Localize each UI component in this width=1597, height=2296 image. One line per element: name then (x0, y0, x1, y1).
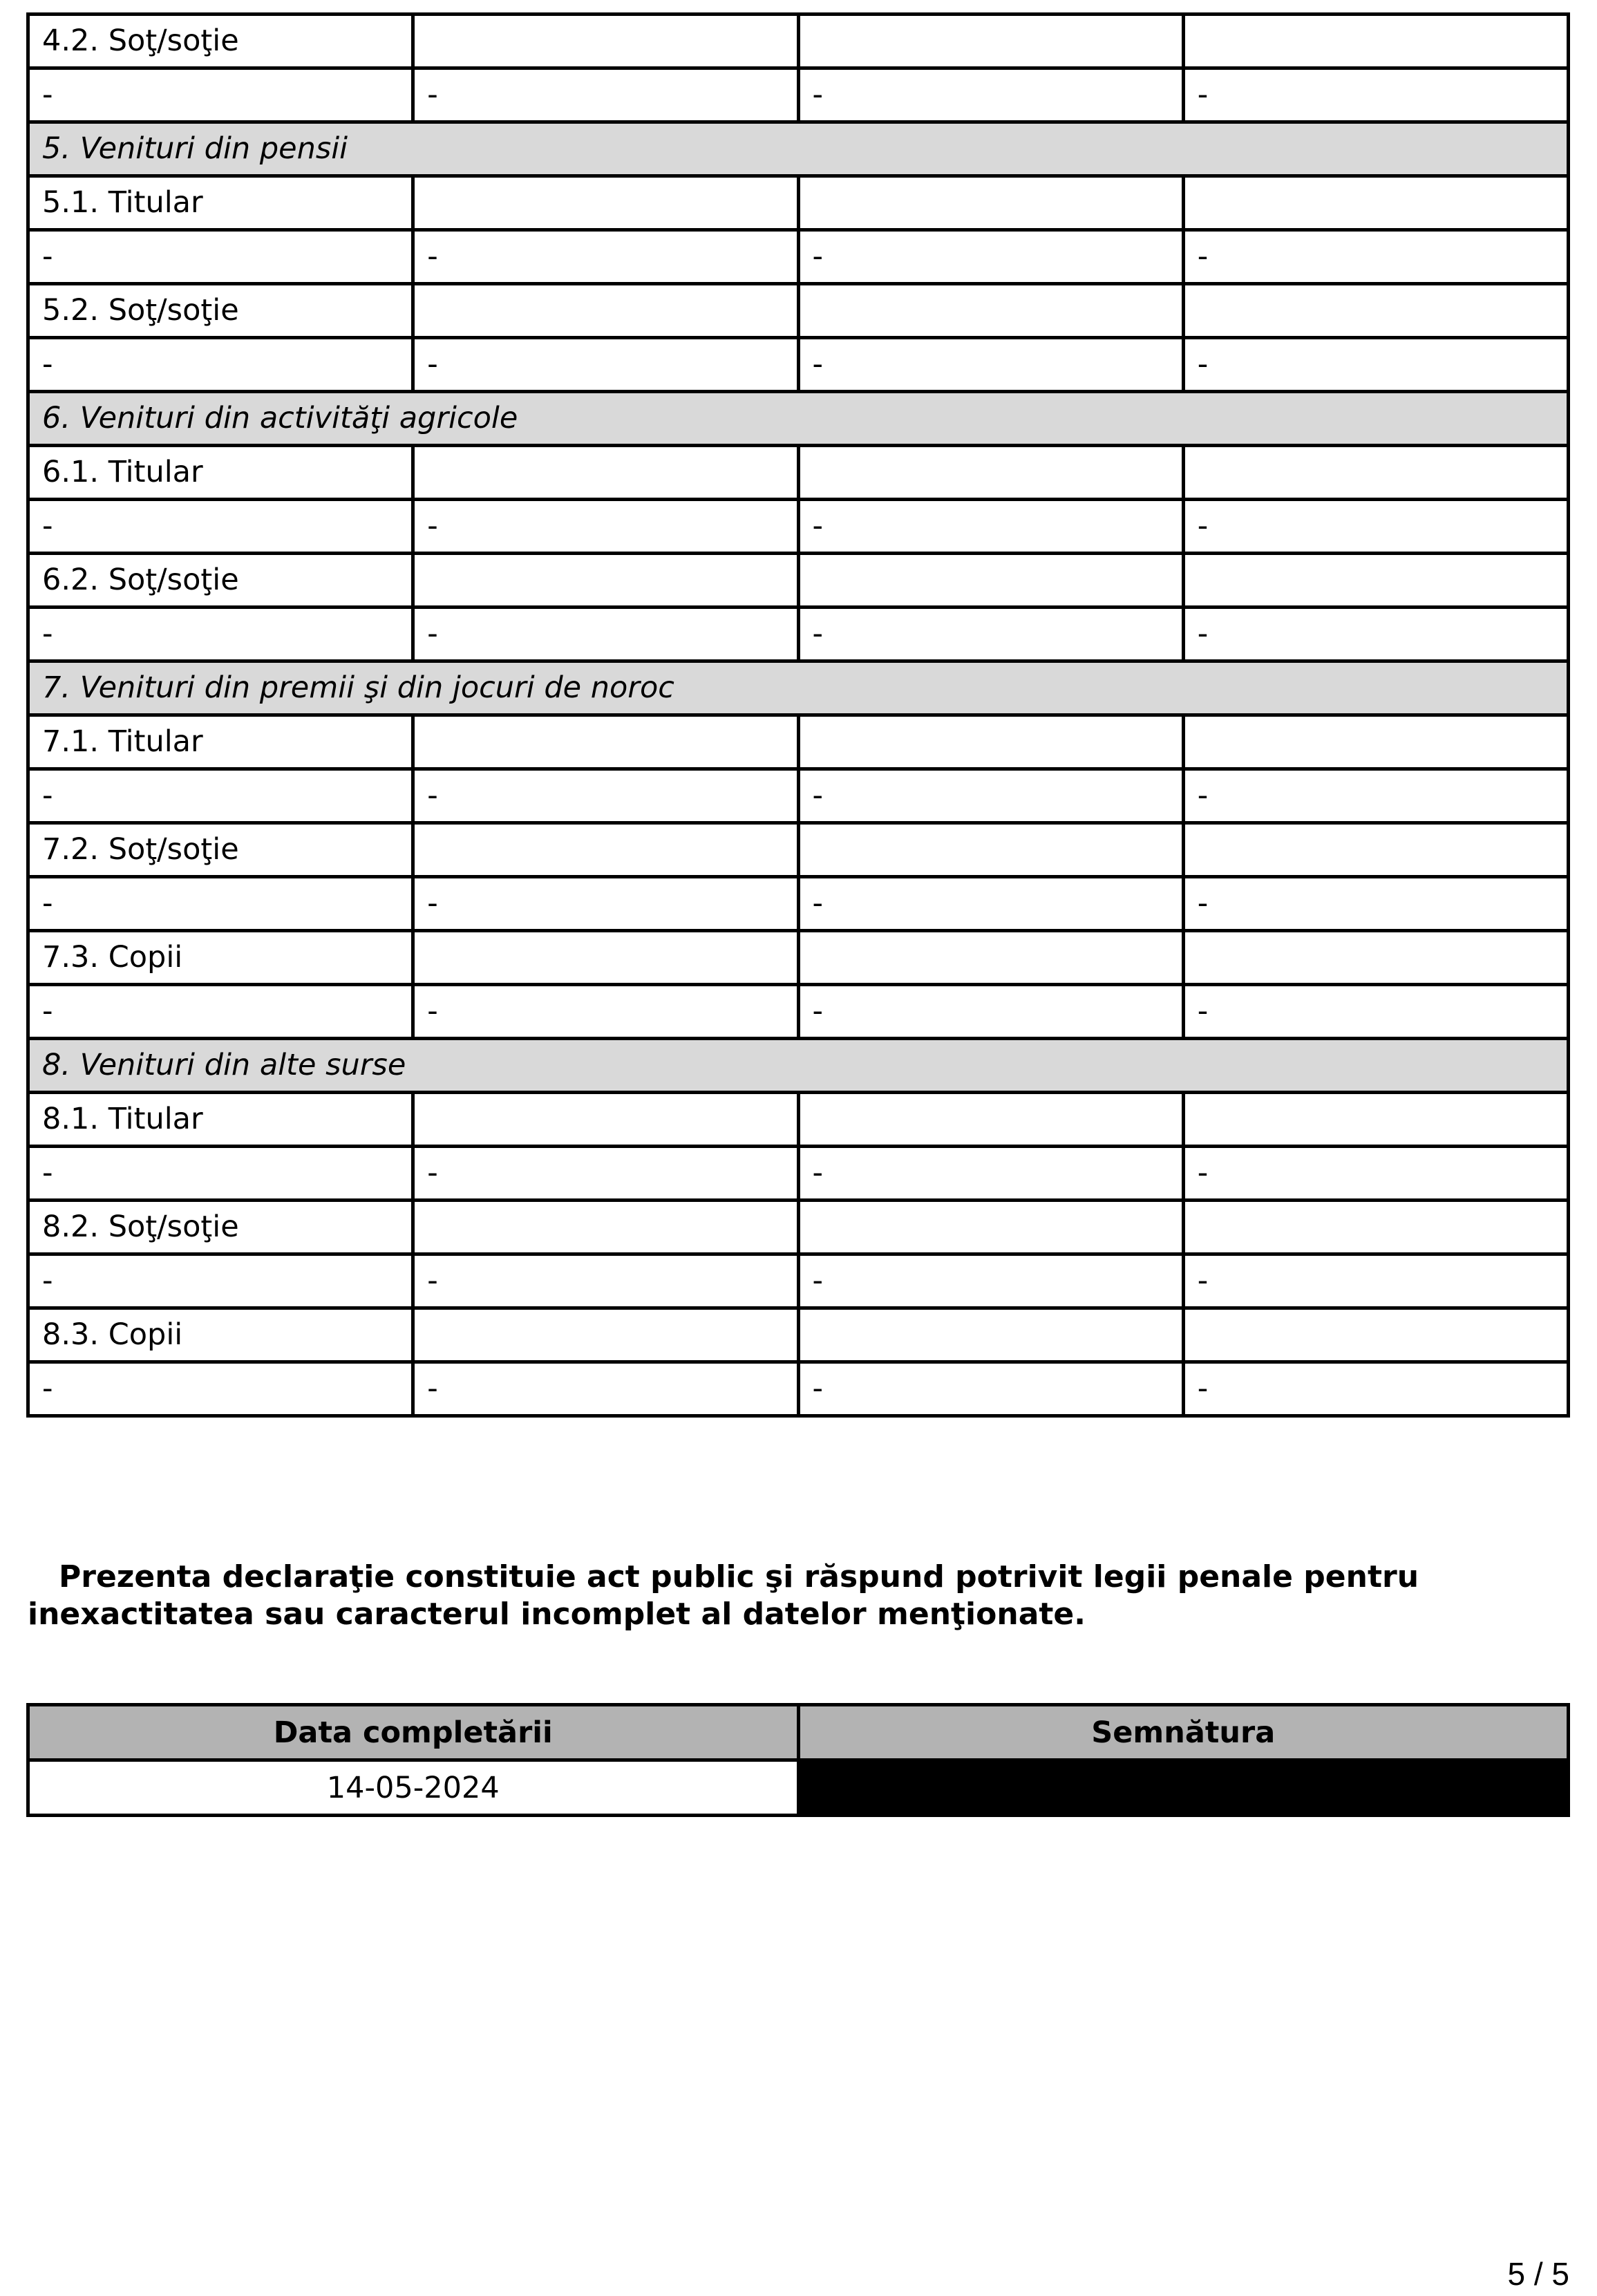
data-cell: - (413, 230, 798, 284)
data-cell: - (1183, 1254, 1568, 1308)
data-cell: - (798, 769, 1183, 823)
empty-cell (1183, 446, 1568, 500)
person-row (28, 823, 1569, 877)
data-row (28, 608, 1569, 661)
data-cell: - (798, 338, 1183, 392)
empty-cell (413, 931, 798, 985)
completion-date: 14-05-2024 (28, 1760, 799, 1816)
signature-header: Semnătura (798, 1705, 1569, 1760)
section-header-row (28, 122, 1569, 176)
empty-cell (1183, 931, 1568, 985)
data-row (28, 1362, 1569, 1416)
empty-cell (1183, 554, 1568, 608)
public-act-statement: Prezenta declaraţie constituie act public şi răspund potrivit legii penale pentru inexactitatea sau caracterul incomplet al datelor menţionate. (28, 1559, 1419, 1632)
person-label: 6.2. Soţ/soţie (28, 554, 413, 608)
data-cell: - (798, 608, 1183, 661)
data-cell: - (1183, 1147, 1568, 1201)
empty-cell (798, 715, 1183, 769)
data-cell: - (28, 500, 413, 554)
data-cell: - (413, 769, 798, 823)
data-row (28, 338, 1569, 392)
empty-cell (413, 554, 798, 608)
data-row (28, 1254, 1569, 1308)
data-cell: - (798, 1254, 1183, 1308)
data-cell: - (1183, 1362, 1568, 1416)
date-header: Data completării (28, 1705, 799, 1760)
data-cell: - (1183, 230, 1568, 284)
empty-cell (798, 284, 1183, 338)
data-cell: - (1183, 500, 1568, 554)
empty-cell (1183, 823, 1568, 877)
signature-table-header (28, 1705, 1569, 1760)
section-title: 5. Venituri din pensii (28, 122, 1569, 176)
empty-cell (798, 931, 1183, 985)
empty-cell (413, 823, 798, 877)
section-title: 7. Venituri din premii şi din jocuri de noroc (28, 661, 1569, 715)
signature-table-row (28, 1760, 1569, 1816)
data-cell: - (28, 985, 413, 1039)
empty-cell (1183, 715, 1568, 769)
data-cell: - (413, 608, 798, 661)
person-row (28, 446, 1569, 500)
data-row (28, 500, 1569, 554)
person-row (28, 1308, 1569, 1362)
empty-cell (413, 1308, 798, 1362)
person-row (28, 931, 1569, 985)
data-cell: - (798, 68, 1183, 122)
data-cell: - (413, 1362, 798, 1416)
data-cell: - (28, 769, 413, 823)
section-header-row (28, 392, 1569, 446)
data-cell: - (28, 608, 413, 661)
person-row (28, 1201, 1569, 1254)
person-row (28, 284, 1569, 338)
signature-table (26, 1703, 1570, 1817)
empty-cell (798, 823, 1183, 877)
person-row (28, 15, 1569, 68)
empty-cell (1183, 1093, 1568, 1147)
empty-cell (798, 1308, 1183, 1362)
data-cell: - (1183, 608, 1568, 661)
data-row (28, 1147, 1569, 1201)
redacted-signature (798, 1760, 1569, 1816)
person-label: 8.2. Soţ/soţie (28, 1201, 413, 1254)
data-cell: - (413, 1147, 798, 1201)
income-table-body (28, 15, 1569, 1416)
empty-cell (798, 1201, 1183, 1254)
data-cell: - (413, 877, 798, 931)
person-label: 8.3. Copii (28, 1308, 413, 1362)
empty-cell (798, 1093, 1183, 1147)
data-cell: - (28, 1362, 413, 1416)
data-cell: - (413, 338, 798, 392)
person-row (28, 1093, 1569, 1147)
empty-cell (1183, 176, 1568, 230)
data-cell: - (28, 1147, 413, 1201)
person-row (28, 715, 1569, 769)
data-cell: - (798, 500, 1183, 554)
empty-cell (798, 446, 1183, 500)
data-cell: - (1183, 338, 1568, 392)
person-row (28, 554, 1569, 608)
data-row (28, 985, 1569, 1039)
person-label: 5.1. Titular (28, 176, 413, 230)
data-cell: - (798, 1147, 1183, 1201)
empty-cell (798, 15, 1183, 68)
empty-cell (413, 176, 798, 230)
person-label: 7.2. Soţ/soţie (28, 823, 413, 877)
section-title: 6. Venituri din activităţi agricole (28, 392, 1569, 446)
empty-cell (413, 715, 798, 769)
data-cell: - (413, 985, 798, 1039)
data-cell: - (28, 1254, 413, 1308)
empty-cell (413, 1093, 798, 1147)
person-label: 7.3. Copii (28, 931, 413, 985)
data-cell: - (798, 877, 1183, 931)
section-title: 8. Venituri din alte surse (28, 1039, 1569, 1093)
data-row (28, 877, 1569, 931)
empty-cell (413, 284, 798, 338)
data-cell: - (1183, 985, 1568, 1039)
person-label: 7.1. Titular (28, 715, 413, 769)
empty-cell (1183, 284, 1568, 338)
data-row (28, 68, 1569, 122)
data-row (28, 769, 1569, 823)
empty-cell (798, 554, 1183, 608)
data-cell: - (798, 1362, 1183, 1416)
data-cell: - (798, 230, 1183, 284)
person-row (28, 176, 1569, 230)
data-cell: - (28, 877, 413, 931)
data-cell: - (28, 68, 413, 122)
person-label: 4.2. Soţ/soţie (28, 15, 413, 68)
empty-cell (413, 15, 798, 68)
data-cell: - (413, 500, 798, 554)
section-header-row (28, 661, 1569, 715)
person-label: 8.1. Titular (28, 1093, 413, 1147)
data-cell: - (413, 68, 798, 122)
data-cell: - (413, 1254, 798, 1308)
page-number: 5 / 5 (1507, 2256, 1569, 2292)
section-header-row (28, 1039, 1569, 1093)
empty-cell (413, 446, 798, 500)
empty-cell (1183, 1308, 1568, 1362)
person-label: 5.2. Soţ/soţie (28, 284, 413, 338)
data-cell: - (28, 338, 413, 392)
data-cell: - (1183, 68, 1568, 122)
data-cell: - (28, 230, 413, 284)
data-cell: - (1183, 877, 1568, 931)
data-cell: - (798, 985, 1183, 1039)
empty-cell (798, 176, 1183, 230)
person-label: 6.1. Titular (28, 446, 413, 500)
empty-cell (1183, 15, 1568, 68)
income-table (26, 12, 1570, 1418)
empty-cell (1183, 1201, 1568, 1254)
empty-cell (413, 1201, 798, 1254)
data-cell: - (1183, 769, 1568, 823)
data-row (28, 230, 1569, 284)
